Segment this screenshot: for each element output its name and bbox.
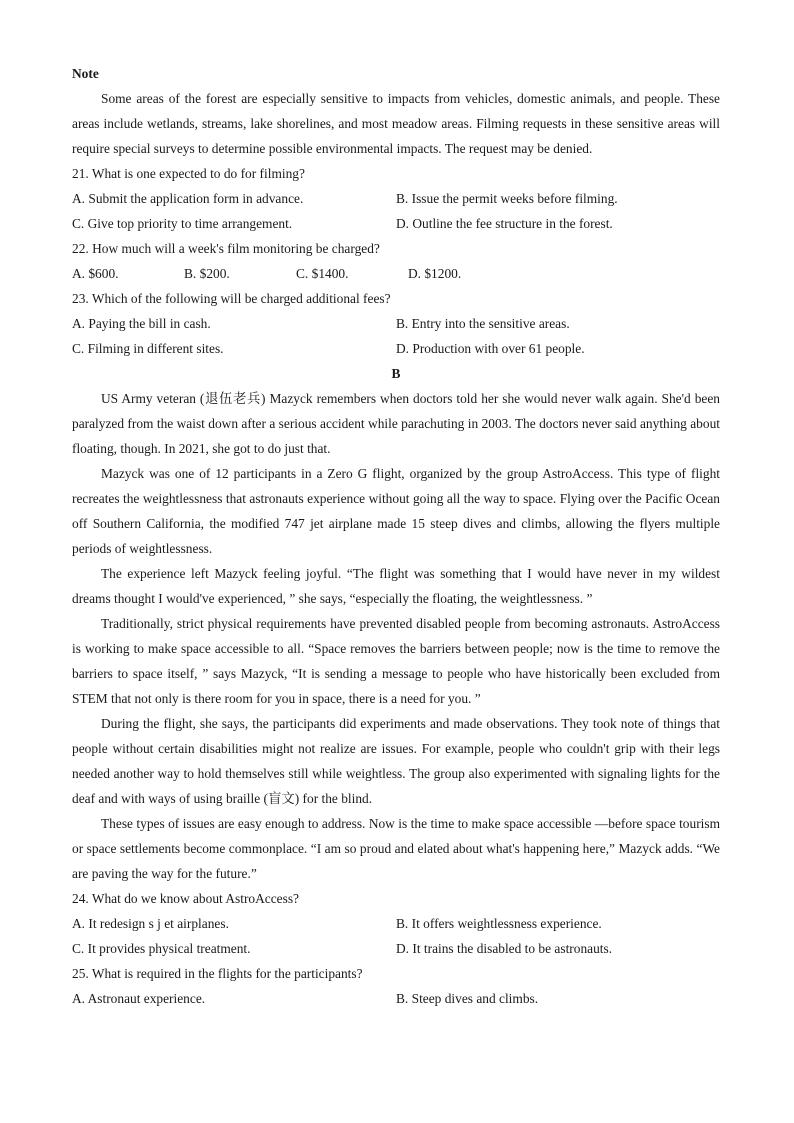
question-23-options-row-2 [72,336,720,361]
question-23-option-d: D. Production with over 61 people. [396,341,585,356]
question-25-option-b: B. Steep dives and climbs. [396,991,539,1006]
question-21-option-d: D. Outline the fee structure in the forest. [396,216,613,231]
question-22-option-d: D. $1200. [408,266,462,281]
question-23-stem: 23. Which of the following will be charged additional fees? [72,291,391,306]
note-paragraph: Some areas of the forest are especially sensitive to impacts from vehicles, domestic animals, and people. These areas include wetlands, streams, lake shorelines, and most meadow areas. Filming requests in these sensitive areas will require special surveys to determine possible environmental impacts. The request may be denied. [72,91,720,156]
section-b-paragraph-1: US Army veteran (退伍老兵) Mazyck remembers when doctors told her she would never walk again. She'd been paralyzed from the waist down after a serious accident while parachuting in 2003. The doctors never said anything about floating, though. In 2021, she got to do just that. [72,391,720,456]
question-22-stem: 22. How much will a week's film monitoring be charged? [72,241,380,256]
question-24-option-b: B. It offers weightlessness experience. [396,916,602,931]
question-22-option-c: C. $1400. [296,266,349,281]
question-22-option-b: B. $200. [184,266,230,281]
note-heading: Note [72,66,99,81]
question-23-options-row-1 [72,311,720,336]
question-23-option-c: C. Filming in different sites. [72,341,224,356]
question-21-option-b: B. Issue the permit weeks before filming. [396,191,618,206]
question-22-options-row [72,261,720,286]
question-23-option-b: B. Entry into the sensitive areas. [396,316,570,331]
question-24-option-a: A. It redesign s j et airplanes. [72,916,229,931]
question-24-stem: 24. What do we know about AstroAccess? [72,891,299,906]
section-b-paragraph-5: During the flight, she says, the participants did experiments and made observations. They took note of things that people without certain disabilities might not realize are issues. For example, people who couldn't grip with their legs needed another way to hold themselves still while weightless. The group also experimented with signaling lights for the deaf and with ways of using braille (盲文) for the blind. [72,716,720,806]
question-21-options-row-2 [72,211,720,236]
question-25-stem: 25. What is required in the flights for the participants? [72,966,363,981]
question-24-options-row-1 [72,911,720,936]
question-22-option-a: A. $600. [72,266,119,281]
section-b-paragraph-3: The experience left Mazyck feeling joyful. “The flight was something that I would have never in my wildest dreams thought I would've experienced, ” she says, “especially the floating, the weightlessness. ” [72,566,720,606]
section-b-heading: B [391,366,401,381]
document-page [72,61,720,1011]
question-21-stem: 21. What is one expected to do for filming? [72,166,305,181]
question-24-option-d: D. It trains the disabled to be astronauts. [396,941,613,956]
section-b-paragraph-4: Traditionally, strict physical requirements have prevented disabled people from becoming astronauts. AstroAccess is working to make space accessible to all. “Space removes the barriers between people; now is the time to remove the barriers to space itself, ” says Mazyck, “It is sending a message to people who have historically been excluded from STEM that not only is there room for you in space, there is a need for you. ” [72,616,720,706]
question-21-option-a: A. Submit the application form in advance. [72,191,304,206]
question-25-options-row-1 [72,986,720,1011]
question-21-options-row-1 [72,186,720,211]
question-23-option-a: A. Paying the bill in cash. [72,316,211,331]
question-24-option-c: C. It provides physical treatment. [72,941,251,956]
question-24-options-row-2 [72,936,720,961]
section-b-paragraph-6: These types of issues are easy enough to address. Now is the time to make space accessible —before space tourism or space settlements become commonplace. “I am so proud and elated about what's happening here,” Mazyck adds. “We are paving the way for the future.” [72,816,720,881]
question-25-option-a: A. Astronaut experience. [72,991,206,1006]
question-21-option-c: C. Give top priority to time arrangement. [72,216,293,231]
section-b-paragraph-2: Mazyck was one of 12 participants in a Zero G flight, organized by the group AstroAccess. This type of flight recreates the weightlessness that astronauts experience without going all the way to space. Flying over the Pacific Ocean off Southern California, the modified 747 jet airplane made 15 steep dives and climbs, allowing the flyers multiple periods of weightlessness. [72,466,720,556]
